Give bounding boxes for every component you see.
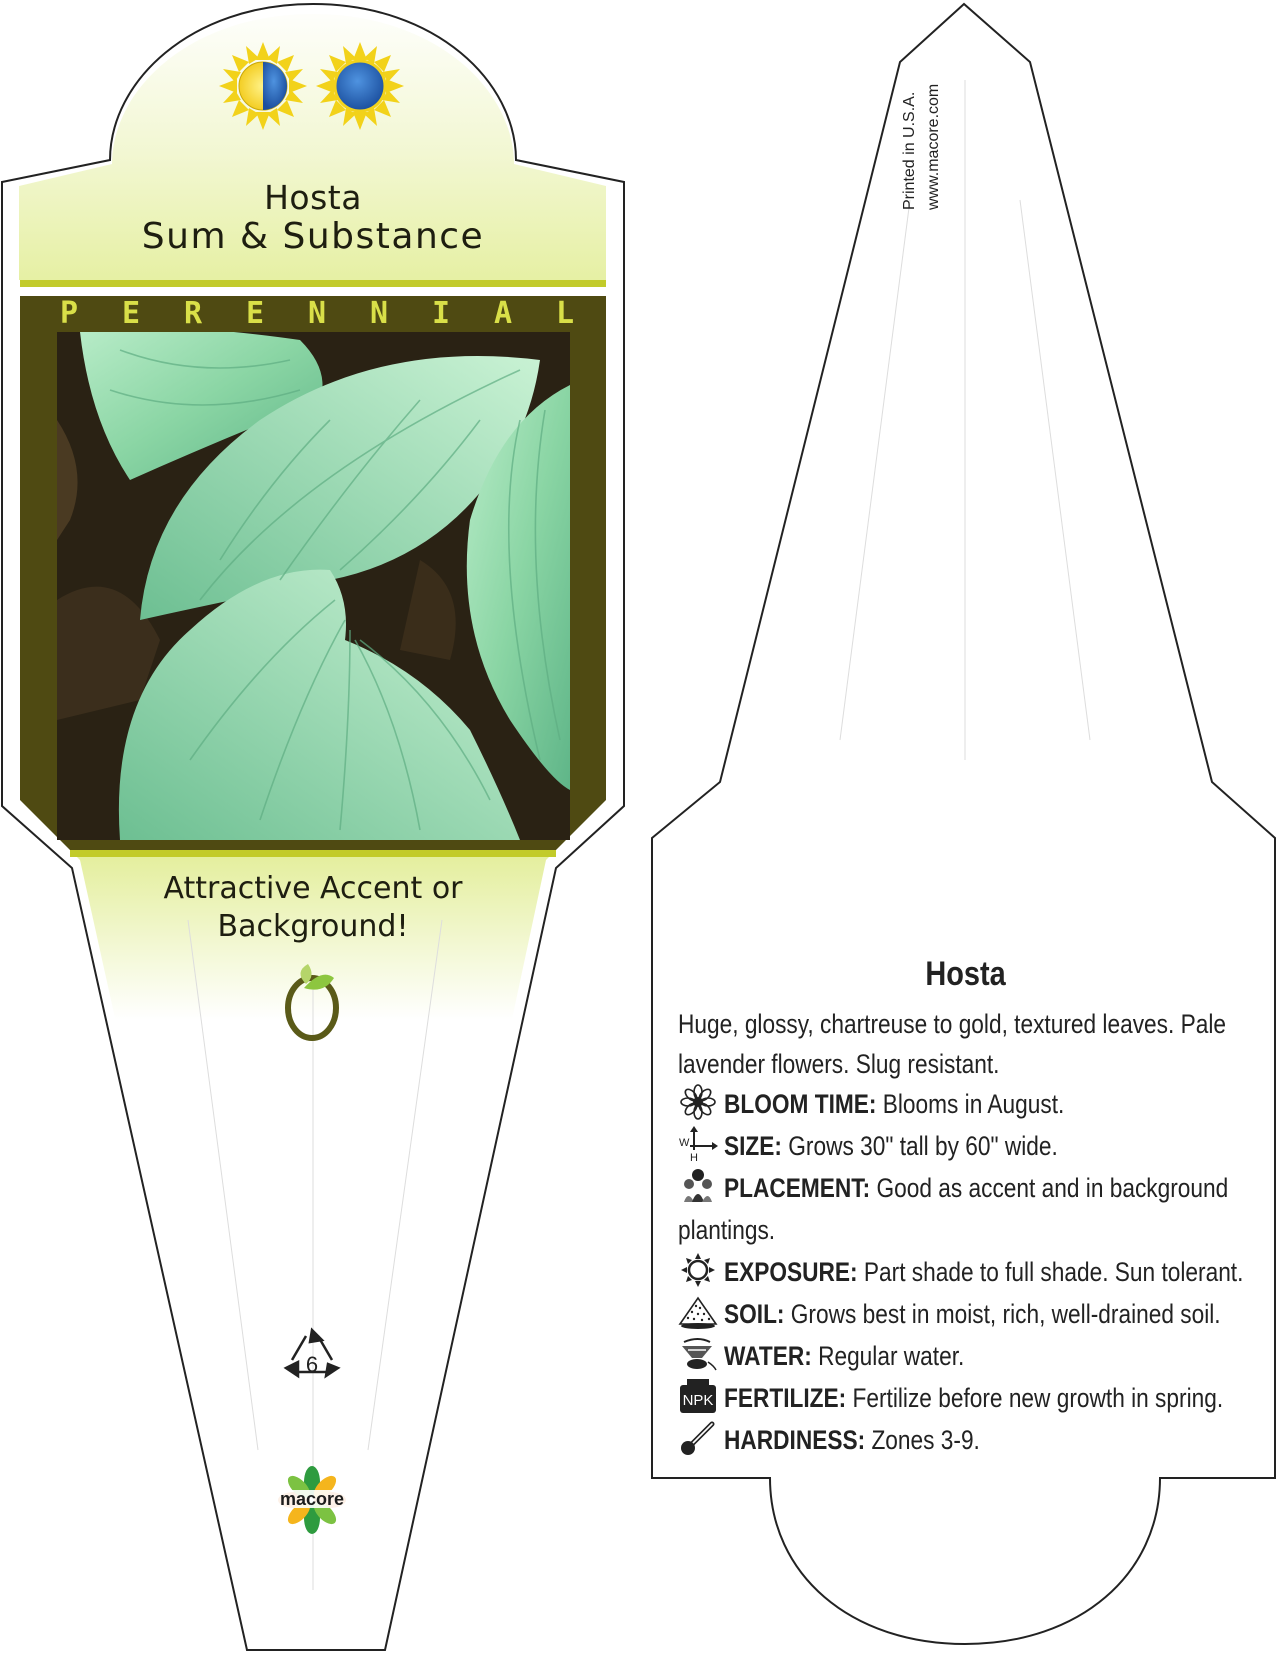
soil-icon bbox=[678, 1294, 718, 1330]
care-label: SOIL: bbox=[724, 1299, 785, 1329]
hosta-photo bbox=[57, 328, 570, 841]
description-line-2: lavender flowers. Slug resistant. bbox=[678, 1049, 1000, 1079]
care-row-placement bbox=[678, 1168, 1253, 1210]
care-row-bloom-time bbox=[678, 1084, 1253, 1126]
care-row-exposure bbox=[678, 1252, 1253, 1294]
printed-in: Printed in U.S.A. bbox=[901, 91, 918, 210]
care-text: Grows best in moist, rich, well-drained soil. bbox=[790, 1299, 1221, 1329]
printer-info bbox=[898, 50, 946, 210]
flower-icon bbox=[678, 1084, 718, 1120]
size-h-label: H bbox=[690, 1152, 698, 1162]
care-row-fertilize bbox=[678, 1378, 1253, 1420]
care-text: Fertilize before new growth in spring. bbox=[852, 1383, 1224, 1413]
plant-cultivar: Sum & Substance bbox=[141, 216, 485, 257]
back-title: Hosta bbox=[925, 955, 1006, 993]
thermometer-icon bbox=[678, 1420, 718, 1456]
care-row-hardiness bbox=[678, 1420, 1253, 1462]
macore-logo-text: macore bbox=[279, 1489, 345, 1509]
care-info bbox=[678, 955, 1253, 1462]
category-letter: P bbox=[59, 296, 79, 331]
recycle-number: 6 bbox=[305, 1352, 319, 1377]
care-row-water bbox=[678, 1336, 1253, 1378]
website: www.macore.com bbox=[925, 83, 942, 210]
care-text: Regular water. bbox=[818, 1341, 965, 1371]
category-letter: E bbox=[245, 296, 265, 331]
care-row-size bbox=[678, 1126, 1253, 1168]
care-label: BLOOM TIME: bbox=[724, 1089, 877, 1119]
sun-icon bbox=[678, 1252, 718, 1288]
size-w-label: W bbox=[679, 1137, 690, 1149]
npk-label: NPK bbox=[682, 1392, 714, 1409]
care-text: Blooms in August. bbox=[882, 1089, 1065, 1119]
plant-genus: Hosta bbox=[264, 178, 362, 217]
care-label: EXPOSURE: bbox=[724, 1257, 858, 1287]
care-row-soil bbox=[678, 1294, 1253, 1336]
placement-icon bbox=[678, 1168, 718, 1204]
tagline-line-2: Background! bbox=[217, 909, 409, 944]
care-text: Grows 30" tall by 60" wide. bbox=[788, 1131, 1058, 1161]
care-text: Zones 3-9. bbox=[871, 1425, 980, 1455]
description bbox=[678, 1004, 1253, 1084]
category-letter: E bbox=[121, 296, 141, 331]
care-label: PLACEMENT: bbox=[724, 1173, 871, 1203]
care-text: Good as accent and in background bbox=[876, 1173, 1229, 1203]
care-label: HARDINESS: bbox=[724, 1425, 866, 1455]
tagline-line-1: Attractive Accent or bbox=[163, 871, 463, 906]
care-label: SIZE: bbox=[724, 1131, 782, 1161]
watering-can-icon bbox=[678, 1336, 718, 1372]
care-continuation: plantings. bbox=[678, 1215, 776, 1245]
description-line-1: Huge, glossy, chartreuse to gold, textured leaves. Pale bbox=[678, 1009, 1226, 1039]
full-shade-icon bbox=[316, 42, 404, 130]
category-letter: N bbox=[369, 296, 389, 331]
lime-band bbox=[20, 280, 606, 287]
part-sun-icon bbox=[219, 42, 307, 130]
category-letter: N bbox=[307, 296, 327, 331]
tagline bbox=[60, 870, 566, 946]
care-label: WATER: bbox=[724, 1341, 812, 1371]
care-list bbox=[678, 1084, 1253, 1462]
category-letter: R bbox=[183, 296, 203, 331]
category-letter: L bbox=[555, 296, 575, 331]
care-label: FERTILIZE: bbox=[724, 1383, 847, 1413]
category-label bbox=[57, 296, 577, 331]
care-text: Part shade to full shade. Sun tolerant. bbox=[863, 1257, 1244, 1287]
size-arrows-icon bbox=[678, 1126, 718, 1162]
category-letter: A bbox=[493, 296, 513, 331]
category-letter: I bbox=[431, 296, 451, 331]
npk-icon bbox=[678, 1378, 718, 1414]
